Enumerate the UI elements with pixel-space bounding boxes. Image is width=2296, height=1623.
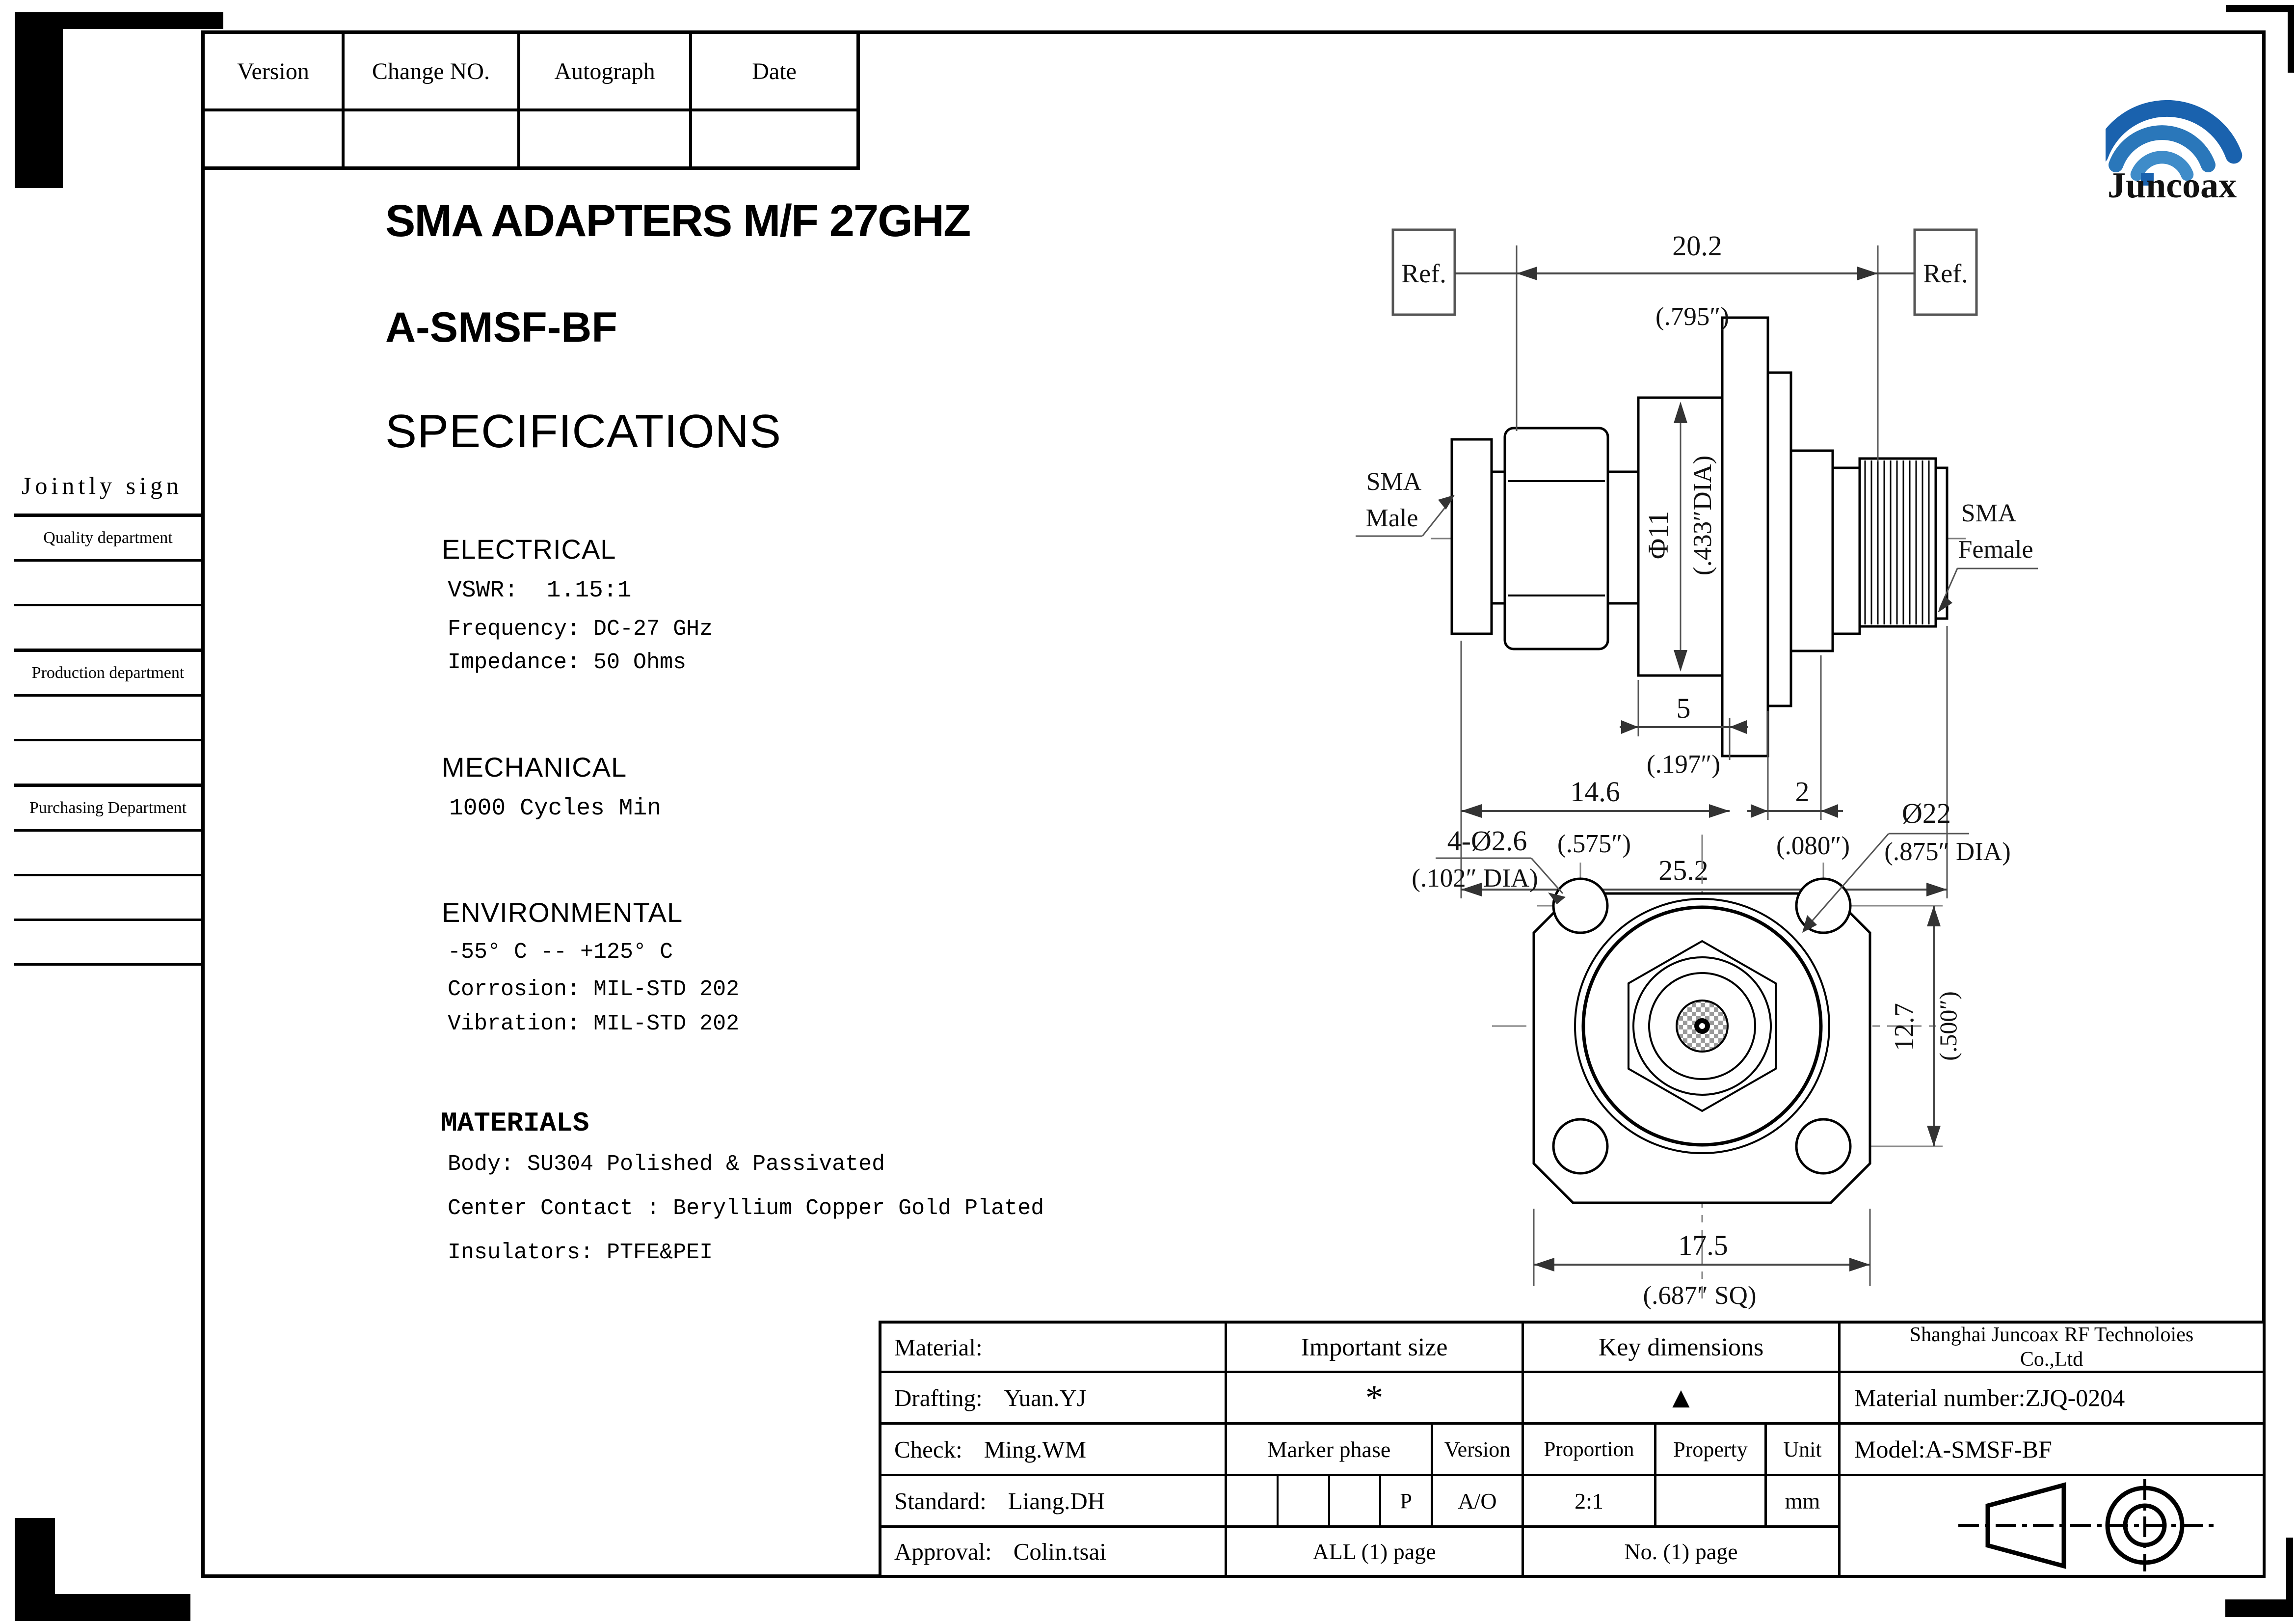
standard-row bbox=[881, 1476, 1227, 1528]
sma-male-line2: Male bbox=[1365, 504, 1418, 532]
proportion-value: 2:1 bbox=[1524, 1476, 1656, 1528]
sma-male-line1: SMA bbox=[1366, 468, 1422, 496]
material-number: Material number:ZJQ-0204 bbox=[1841, 1373, 2263, 1425]
corner-mark-top-right-h bbox=[2226, 5, 2294, 12]
property-value bbox=[1656, 1476, 1767, 1528]
outer-dia-label: Ø22 bbox=[1902, 797, 1951, 829]
spec-impedance: Impedance: 50 Ohms bbox=[448, 650, 687, 675]
holes-label: 4-Ø2.6 bbox=[1447, 825, 1527, 857]
dim-17-5: 17.5 bbox=[1678, 1229, 1728, 1261]
dia-label: Φ11 bbox=[1642, 511, 1674, 560]
unit-header: Unit bbox=[1767, 1425, 1841, 1476]
dim-17-5-inch: (.687″ SQ) bbox=[1643, 1281, 1757, 1310]
standard-value: Liang.DH bbox=[1008, 1487, 1105, 1515]
dim-12-7: 12.7 bbox=[1889, 1003, 1920, 1051]
revision-header-version: Version bbox=[205, 34, 345, 111]
technical-drawing bbox=[1345, 187, 2096, 1330]
electrical-heading: ELECTRICAL bbox=[442, 534, 616, 565]
revision-header-change-no: Change NO. bbox=[345, 34, 520, 111]
jointly-sign-title: Jointly sign bbox=[22, 472, 183, 499]
revision-header-date: Date bbox=[692, 34, 856, 111]
approval-row bbox=[881, 1528, 1227, 1575]
drafting-label: Drafting: bbox=[894, 1384, 983, 1411]
check-row bbox=[881, 1425, 1227, 1476]
all-page-cell: ALL (1) page bbox=[1227, 1528, 1524, 1575]
mechanical-heading: MECHANICAL bbox=[442, 752, 627, 783]
sign-row-purchasing: Purchasing Department bbox=[14, 787, 202, 832]
sign-row-empty bbox=[14, 921, 202, 966]
corner-mark-top-left-v bbox=[15, 12, 63, 188]
dim-2: 2 bbox=[1795, 776, 1810, 808]
sma-female-line1: SMA bbox=[1961, 499, 2017, 527]
spec-vibration: Vibration: MIL-STD 202 bbox=[448, 1011, 740, 1036]
version-header: Version bbox=[1433, 1425, 1524, 1476]
important-size-header: Important size bbox=[1227, 1324, 1524, 1373]
revision-cell-empty bbox=[692, 111, 856, 166]
dim-12-7-inch: (.500″) bbox=[1934, 991, 1962, 1061]
ref-right-label: Ref. bbox=[1923, 259, 1968, 288]
page-title: SMA ADAPTERS M/F 27GHZ bbox=[385, 196, 970, 246]
company-line2: Co.,Ltd bbox=[2020, 1348, 2083, 1371]
sma-female-line2: Female bbox=[1958, 536, 2033, 564]
logo-text: Juncoax bbox=[2108, 165, 2237, 204]
drafting-value: Yuan.YJ bbox=[1004, 1384, 1087, 1411]
model-title: A-SMSF-BF bbox=[385, 304, 617, 351]
dia-label-inch: (.433″DIA) bbox=[1688, 455, 1717, 576]
corner-mark-bottom-right-h bbox=[2225, 1599, 2292, 1617]
company-logo bbox=[2106, 62, 2277, 204]
sign-row-quality: Quality department bbox=[14, 517, 202, 562]
unit-value: mm bbox=[1767, 1476, 1841, 1528]
revision-header-autograph: Autograph bbox=[520, 34, 692, 111]
revision-table bbox=[201, 30, 860, 170]
spec-cycles: 1000 Cycles Min bbox=[449, 795, 662, 822]
sign-row-empty bbox=[14, 741, 202, 787]
mount-hole-br bbox=[1796, 1119, 1850, 1173]
spec-vswr: VSWR: 1.15:1 bbox=[448, 577, 632, 604]
marker-phase-cells bbox=[1227, 1476, 1433, 1528]
marker-phase-header: Marker phase bbox=[1227, 1425, 1433, 1476]
sign-row-empty bbox=[14, 606, 202, 652]
approval-label: Approval: bbox=[894, 1538, 992, 1565]
dim-5-inch: (.197″) bbox=[1646, 750, 1721, 779]
environmental-heading: ENVIRONMENTAL bbox=[442, 897, 683, 928]
sign-row-empty bbox=[14, 876, 202, 921]
sign-row-empty bbox=[14, 562, 202, 606]
ref-left-label: Ref. bbox=[1401, 259, 1446, 288]
property-header: Property bbox=[1656, 1425, 1767, 1476]
mount-hole-tl bbox=[1553, 879, 1607, 933]
material-label: Material: bbox=[894, 1333, 983, 1361]
spec-corrosion: Corrosion: MIL-STD 202 bbox=[448, 977, 740, 1002]
spec-frequency: Frequency: DC-27 GHz bbox=[448, 617, 713, 642]
check-value: Ming.WM bbox=[984, 1435, 1087, 1463]
jointly-sign-table bbox=[14, 514, 202, 966]
important-size-mark: * bbox=[1227, 1373, 1524, 1425]
revision-cell-empty bbox=[205, 111, 345, 166]
projection-symbol bbox=[1841, 1476, 2263, 1575]
proportion-header: Proportion bbox=[1524, 1425, 1656, 1476]
approval-value: Colin.tsai bbox=[1013, 1538, 1106, 1565]
revision-cell-empty bbox=[520, 111, 692, 166]
key-dimensions-mark: ▲ bbox=[1524, 1373, 1841, 1425]
version-value: A/O bbox=[1433, 1476, 1524, 1528]
spec-body: Body: SU304 Polished & Passivated bbox=[448, 1152, 885, 1177]
sign-row-empty bbox=[14, 832, 202, 876]
holes-label-inch: (.102″ DIA) bbox=[1412, 864, 1538, 893]
dim-14-6-inch: (.575″) bbox=[1557, 830, 1631, 858]
corner-mark-top-right-v bbox=[2288, 5, 2294, 73]
corner-mark-bottom-left-h bbox=[15, 1594, 190, 1621]
dim-overall-inch: (.795″) bbox=[1655, 302, 1730, 331]
check-label: Check: bbox=[894, 1435, 962, 1463]
company-name bbox=[1841, 1324, 2263, 1373]
spec-insulators: Insulators: PTFE&PEI bbox=[448, 1240, 713, 1265]
key-dimensions-header: Key dimensions bbox=[1524, 1324, 1841, 1373]
dim-5: 5 bbox=[1676, 692, 1691, 724]
drafting-row bbox=[881, 1373, 1227, 1425]
dim-2-inch: (.080″) bbox=[1776, 832, 1850, 860]
marker-cell-empty bbox=[1279, 1476, 1330, 1525]
standard-label: Standard: bbox=[894, 1487, 987, 1515]
revision-cell-empty bbox=[345, 111, 520, 166]
dim-14-6: 14.6 bbox=[1570, 776, 1620, 808]
materials-heading: MATERIALS bbox=[441, 1108, 589, 1139]
material-row-label bbox=[881, 1324, 1227, 1373]
title-block bbox=[879, 1321, 2266, 1578]
no-page-cell: No. (1) page bbox=[1524, 1528, 1841, 1575]
model-number: Model:A-SMSF-BF bbox=[1841, 1425, 2263, 1476]
marker-cell-empty bbox=[1227, 1476, 1279, 1525]
dim-25-2: 25.2 bbox=[1658, 854, 1709, 886]
spec-temperature: -55° C -- +125° C bbox=[448, 940, 673, 965]
projection-symbol-cell bbox=[1841, 1476, 2263, 1575]
marker-cell-empty bbox=[1330, 1476, 1382, 1525]
spec-center-contact: Center Contact : Beryllium Copper Gold Plated bbox=[448, 1196, 1044, 1221]
sign-row-empty bbox=[14, 697, 202, 741]
company-line1: Shanghai Juncoax RF Technoloies bbox=[1909, 1324, 2194, 1346]
mount-hole-bl bbox=[1553, 1119, 1607, 1173]
specifications-title: SPECIFICATIONS bbox=[385, 405, 781, 458]
sign-row-production: Production department bbox=[14, 652, 202, 697]
dim-overall: 20.2 bbox=[1672, 230, 1722, 262]
logo-wave-icon bbox=[2106, 108, 2234, 175]
marker-cell-p: P bbox=[1400, 1488, 1412, 1513]
outer-dia-label-inch: (.875″ DIA) bbox=[1884, 838, 2011, 866]
